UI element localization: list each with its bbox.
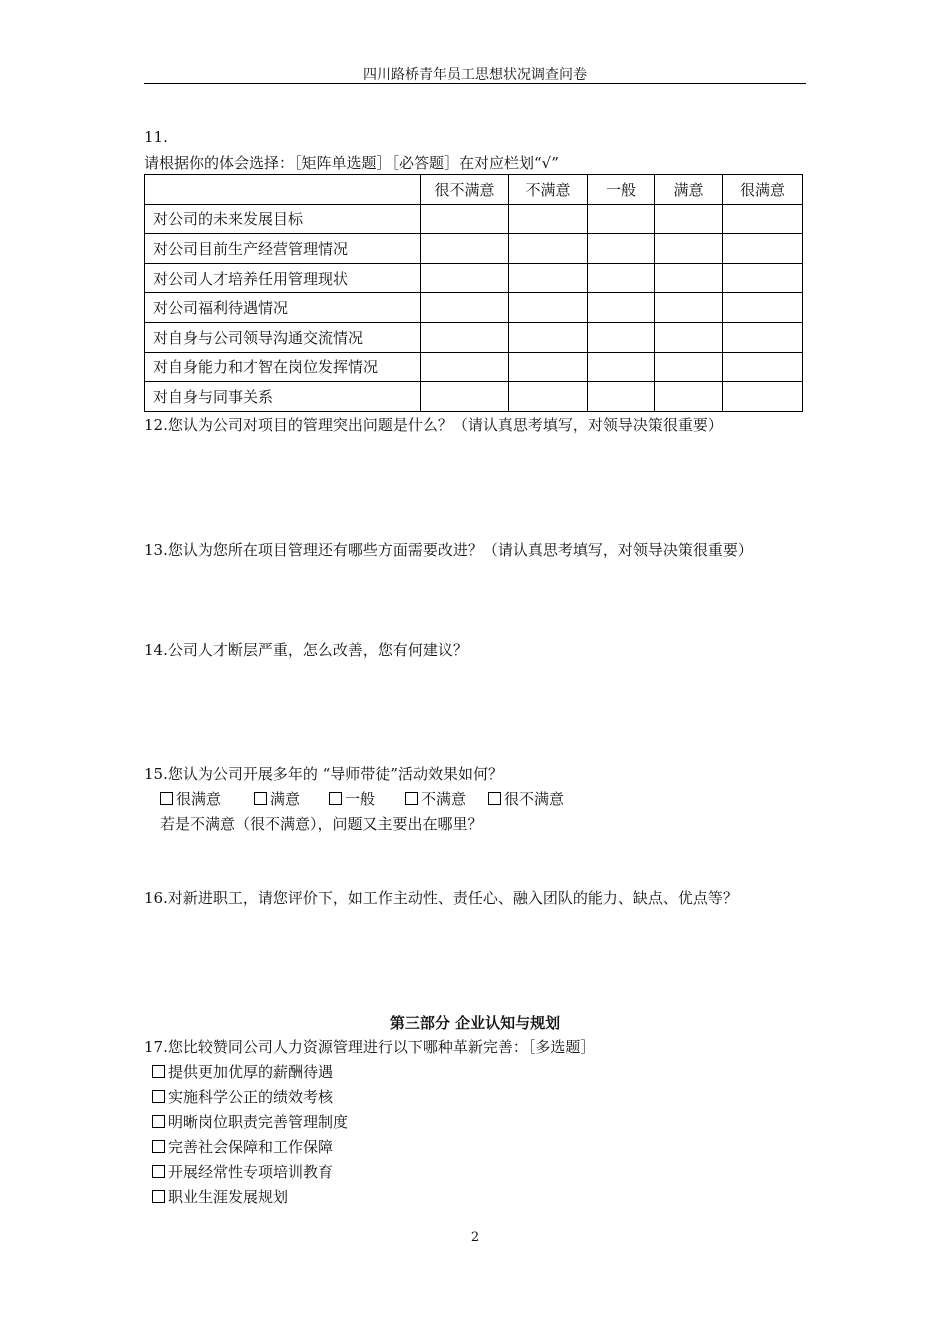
matrix-answer-cell[interactable] <box>421 204 509 234</box>
checkbox-icon <box>152 1090 165 1103</box>
matrix-col-header: 很不满意 <box>421 175 509 205</box>
q15-option[interactable]: 一般 <box>329 788 375 809</box>
matrix-header-row <box>145 175 803 205</box>
matrix-answer-cell[interactable] <box>588 352 655 382</box>
matrix-row <box>145 382 803 412</box>
q17-option[interactable]: 实施科学公正的绩效考核 <box>152 1086 333 1107</box>
checkbox-icon <box>329 792 342 805</box>
q11-number: 11. <box>144 128 168 146</box>
q12-text: 12.您认为公司对项目的管理突出问题是什么？（请认真思考填写，对领导决策很重要） <box>144 416 723 434</box>
checkbox-icon <box>152 1065 165 1078</box>
page-header-title: 四川路桥青年员工思想状况调查问卷 <box>363 67 587 83</box>
matrix-answer-cell[interactable] <box>655 382 723 412</box>
checkbox-icon <box>152 1115 165 1128</box>
q15-option[interactable]: 不满意 <box>405 788 466 809</box>
matrix-row-label: 对自身与同事关系 <box>145 382 421 412</box>
matrix-answer-cell[interactable] <box>421 293 509 323</box>
matrix-answer-cell[interactable] <box>421 382 509 412</box>
checkbox-icon <box>405 792 418 805</box>
q15-option[interactable]: 很满意 <box>160 788 221 809</box>
matrix-row <box>145 322 803 352</box>
matrix-answer-cell[interactable] <box>509 263 588 293</box>
matrix-answer-cell[interactable] <box>723 234 803 264</box>
checkbox-icon <box>152 1190 165 1203</box>
q17-option[interactable]: 明晰岗位职责完善管理制度 <box>152 1111 348 1132</box>
matrix-answer-cell[interactable] <box>655 234 723 264</box>
q13-text: 13.您认为您所在项目管理还有哪些方面需要改进？（请认真思考填写，对领导决策很重要） <box>144 541 753 559</box>
matrix-answer-cell[interactable] <box>655 263 723 293</box>
matrix-answer-cell[interactable] <box>723 263 803 293</box>
q14-text: 14.公司人才断层严重，怎么改善，您有何建议？ <box>144 641 468 659</box>
matrix-col-header: 不满意 <box>509 175 588 205</box>
matrix-row <box>145 263 803 293</box>
matrix-corner-cell <box>145 175 421 205</box>
matrix-col-header: 一般 <box>588 175 655 205</box>
matrix-answer-cell[interactable] <box>588 234 655 264</box>
matrix-col-header: 很满意 <box>723 175 803 205</box>
matrix-answer-cell[interactable] <box>588 293 655 323</box>
checkbox-icon <box>152 1165 165 1178</box>
matrix-answer-cell[interactable] <box>655 352 723 382</box>
page-number: 2 <box>470 1230 480 1245</box>
matrix-answer-cell[interactable] <box>421 234 509 264</box>
q15-option[interactable]: 满意 <box>254 788 300 809</box>
matrix-answer-cell[interactable] <box>509 352 588 382</box>
matrix-col-header: 满意 <box>655 175 723 205</box>
matrix-row-label: 对公司福利待遇情况 <box>145 293 421 323</box>
matrix-answer-cell[interactable] <box>723 322 803 352</box>
checkbox-icon <box>488 792 501 805</box>
q16-text: 16.对新进职工，请您评价下，如工作主动性、责任心、融入团队的能力、缺点、优点等？ <box>144 889 738 907</box>
matrix-answer-cell[interactable] <box>588 322 655 352</box>
q11-matrix-table <box>144 174 803 412</box>
matrix-answer-cell[interactable] <box>588 382 655 412</box>
matrix-answer-cell[interactable] <box>421 263 509 293</box>
matrix-answer-cell[interactable] <box>421 322 509 352</box>
checkbox-icon <box>254 792 267 805</box>
matrix-answer-cell[interactable] <box>655 204 723 234</box>
matrix-row-label: 对公司目前生产经营管理情况 <box>145 234 421 264</box>
q15-followup: 若是不满意（很不满意），问题又主要出在哪里？ <box>160 815 483 833</box>
matrix-answer-cell[interactable] <box>509 234 588 264</box>
q17-text: 17.您比较赞同公司人力资源管理进行以下哪种革新完善：［多选题］ <box>144 1038 596 1056</box>
q15-text: 15.您认为公司开展多年的 “导师带徒”活动效果如何？ <box>144 765 503 783</box>
header-rule <box>144 83 806 84</box>
matrix-row-label: 对自身能力和才智在岗位发挥情况 <box>145 352 421 382</box>
checkbox-icon <box>152 1140 165 1153</box>
matrix-answer-cell[interactable] <box>723 352 803 382</box>
matrix-row-label: 对公司的未来发展目标 <box>145 204 421 234</box>
matrix-answer-cell[interactable] <box>509 322 588 352</box>
matrix-row-label: 对公司人才培养任用管理现状 <box>145 263 421 293</box>
q17-option[interactable]: 职业生涯发展规划 <box>152 1186 288 1207</box>
matrix-row <box>145 234 803 264</box>
q11-prompt: 请根据你的体会选择：［矩阵单选题］［必答题］在对应栏划“√” <box>144 154 559 172</box>
matrix-answer-cell[interactable] <box>655 322 723 352</box>
matrix-answer-cell[interactable] <box>723 382 803 412</box>
matrix-answer-cell[interactable] <box>723 293 803 323</box>
matrix-answer-cell[interactable] <box>588 204 655 234</box>
matrix-row <box>145 352 803 382</box>
q17-option[interactable]: 提供更加优厚的薪酬待遇 <box>152 1061 333 1082</box>
matrix-answer-cell[interactable] <box>421 352 509 382</box>
matrix-row <box>145 204 803 234</box>
matrix-row <box>145 293 803 323</box>
matrix-answer-cell[interactable] <box>509 204 588 234</box>
matrix-answer-cell[interactable] <box>588 263 655 293</box>
q17-option[interactable]: 开展经常性专项培训教育 <box>152 1161 333 1182</box>
matrix-answer-cell[interactable] <box>655 293 723 323</box>
matrix-answer-cell[interactable] <box>723 204 803 234</box>
matrix-answer-cell[interactable] <box>509 382 588 412</box>
checkbox-icon <box>160 792 173 805</box>
section-title: 第三部分 企业认知与规划 <box>389 1014 561 1032</box>
q17-option[interactable]: 完善社会保障和工作保障 <box>152 1136 333 1157</box>
q15-option[interactable]: 很不满意 <box>488 788 564 809</box>
matrix-row-label: 对自身与公司领导沟通交流情况 <box>145 322 421 352</box>
matrix-answer-cell[interactable] <box>509 293 588 323</box>
